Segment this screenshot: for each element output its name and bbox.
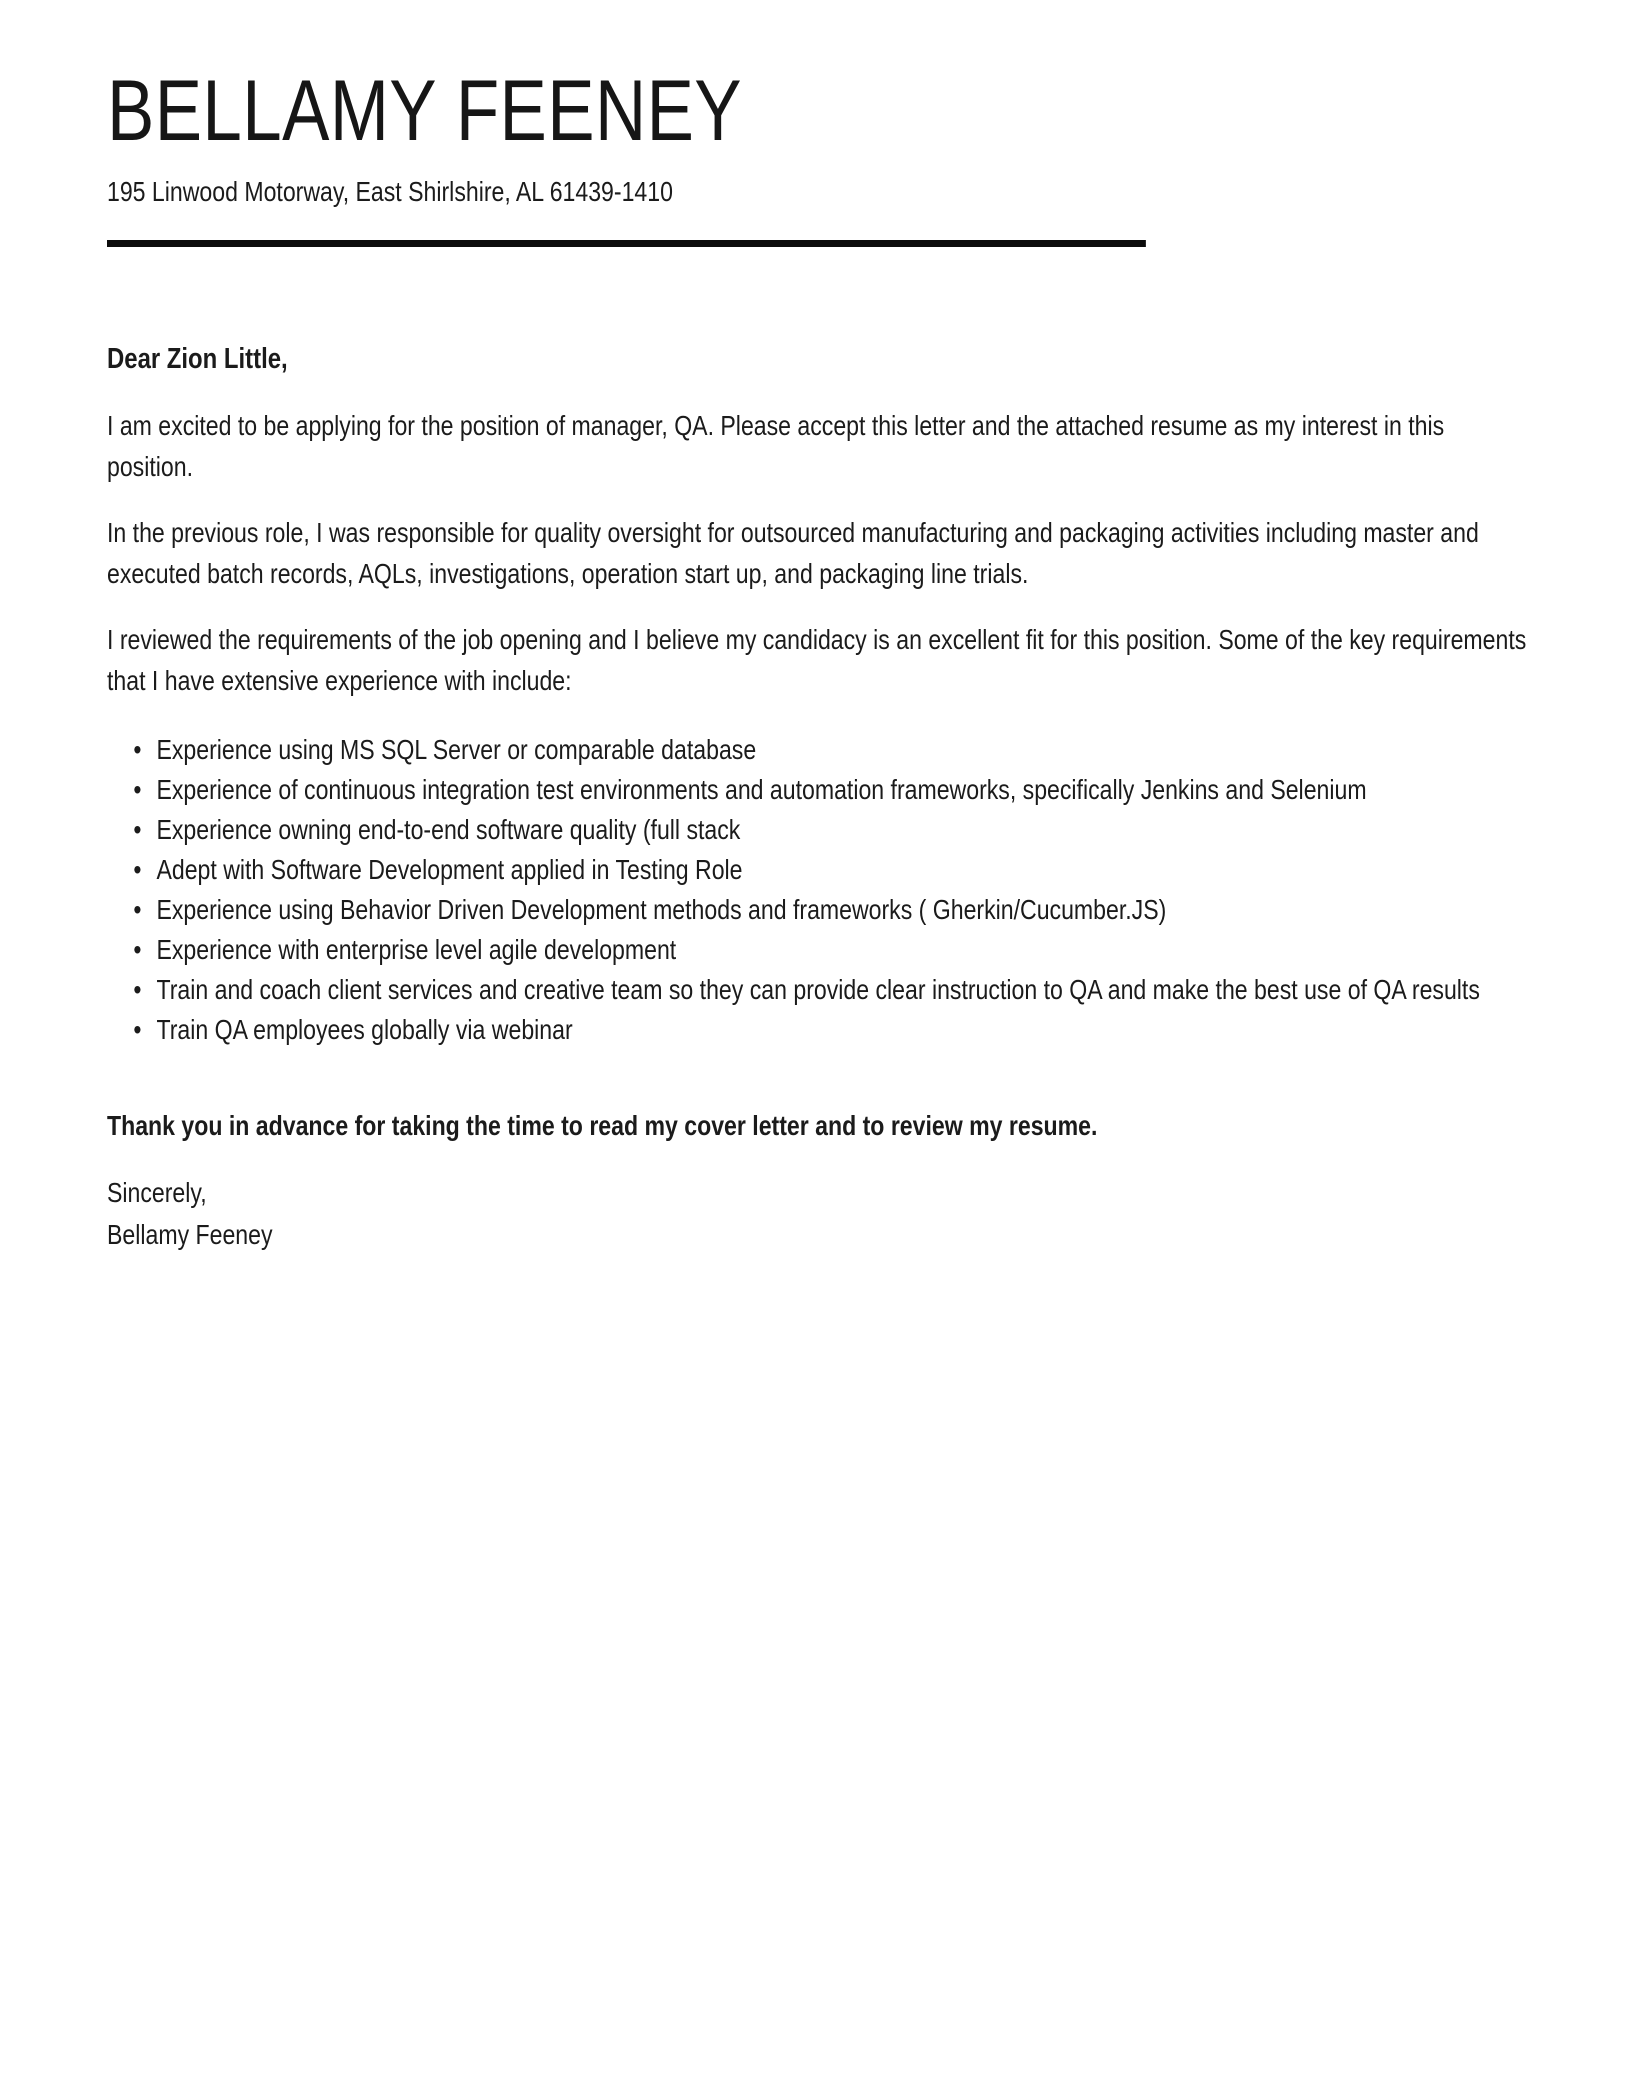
signature-name: Bellamy Feeney [107,1219,273,1251]
requirement-item: • Experience owning end-to-end software quality (full stack [156,810,1533,850]
applicant-address: 195 Linwood Motorway, East Shirlshire, AL 61439-1410 [107,176,673,207]
applicant-name: BELLAMY FEENEY [107,63,743,159]
greeting: Dear Zion Little, [107,343,288,376]
closing-block [107,1172,1533,1256]
requirement-item: • Experience of continuous integration test environments and automation frameworks, specifically Jenkins and Selenium [156,770,1533,810]
thanks-line: Thank you in advance for taking the time to read my cover letter and to review my resume. [107,1109,1098,1141]
requirement-item: • Experience using Behavior Driven Development methods and frameworks ( Gherkin/Cucumber.JS) [156,890,1533,930]
requirement-item: • Adept with Software Development applied in Testing Role [156,850,1533,890]
requirement-item: • Experience using MS SQL Server or comparable database [156,730,1533,770]
letter-content [107,63,1533,1256]
requirement-item: • Train QA employees globally via webinar [156,1010,1533,1050]
intro-paragraph: I am excited to be applying for the position of manager, QA. Please accept this letter and the attached resume as my interest in this position. [107,409,1445,482]
requirement-item: • Experience with enterprise level agile development [156,930,1533,970]
header-divider [107,240,1146,247]
requirement-item: • Train and coach client services and creative team so they can provide clear instruction to QA and make the best use of QA results [156,970,1533,1010]
closing-salutation: Sincerely, [107,1177,207,1209]
requirements-intro-paragraph: I reviewed the requirements of the job opening and I believe my candidacy is an excellent fit for this position. Some of the key requirements that I have extensive experience with include: [107,624,1527,696]
requirements-list [107,730,1533,1050]
previous-role-paragraph: In the previous role, I was responsible for quality oversight for outsourced manufacturing and packaging activities including master and executed batch records, AQLs, investigations, operation start up, and packaging line trials. [107,517,1479,589]
letter-header [107,63,1533,247]
letter-body [107,339,1533,1256]
